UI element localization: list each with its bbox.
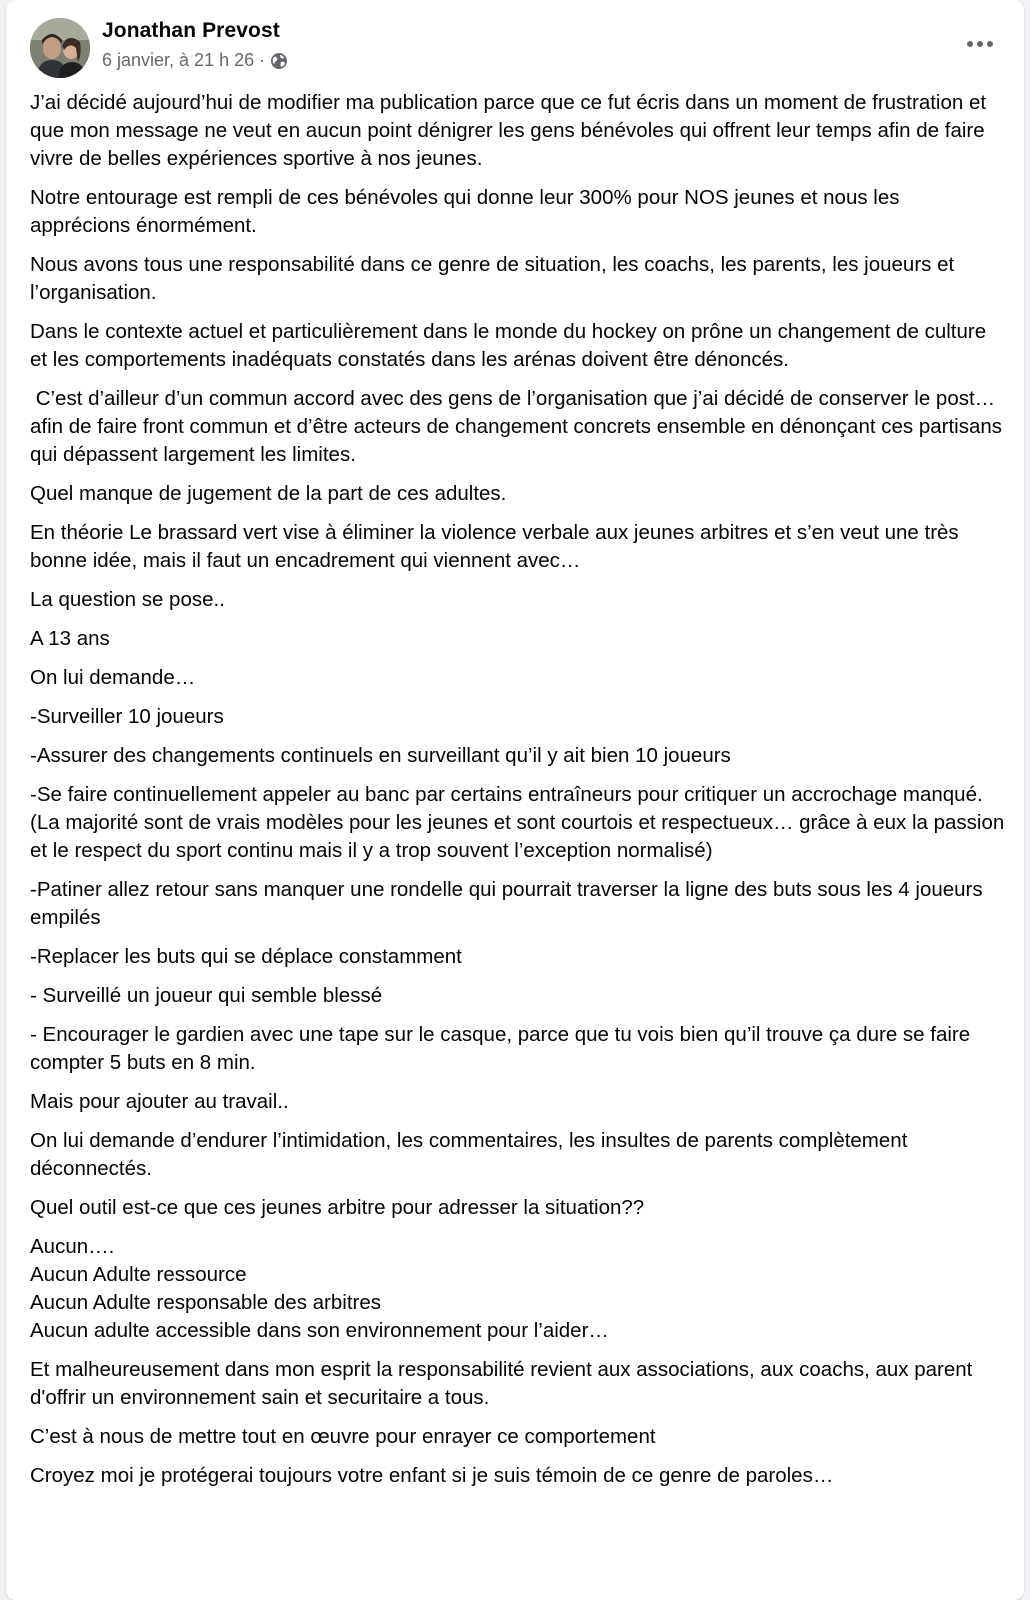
post-paragraph: En théorie Le brassard vert vise à éliminer la violence verbale aux jeunes arbitres et s’en veut une très bonne idée, mais il faut un encadrement qui viennent avec… [30, 521, 965, 572]
post-body [30, 89, 1010, 1501]
post-paragraph: La question se pose.. [30, 588, 225, 611]
post-paragraph: A 13 ans [30, 627, 110, 650]
meta-separator: · [259, 50, 266, 70]
post-paragraph: Notre entourage est rempli de ces bénévoles qui donne leur 300% pour NOS jeunes et nous les apprécions énormément. [30, 186, 906, 237]
more-options-icon[interactable] [960, 28, 1000, 60]
post-paragraph: Nous avons tous une responsabilité dans ce genre de situation, les coachs, les parents, les joueurs et l’organisation. [30, 253, 960, 304]
post-card [6, 0, 1024, 1600]
post-meta [102, 50, 288, 71]
post-paragraph: -Patiner allez retour sans manquer une rondelle qui pourrait traverser la ligne des buts sous les 4 joueurs empilés [30, 878, 989, 929]
post-paragraph: Quel outil est-ce que ces jeunes arbitre pour adresser la situation?? [30, 1196, 645, 1219]
globe-icon[interactable] [270, 52, 288, 70]
author-name[interactable]: Jonathan Prevost [102, 19, 280, 42]
post-paragraph: - Encourager le gardien avec une tape sur le casque, parce que tu vois bien qu’il trouve ça dure se faire compter 5 buts en 8 min. [30, 1023, 976, 1074]
post-paragraph: -Se faire continuellement appeler au banc par certains entraîneurs pour critiquer un accrochage manqué. (La majorité sont de vrais modèles pour les jeunes et sont courtois et respectueux… grâce à eux la passion et le respect du sport continu mais il y a trop souvent l’exception normalisé) [30, 783, 1010, 862]
avatar-photo [30, 18, 90, 78]
post-paragraph: C’est à nous de mettre tout en œuvre pour enrayer ce comportement [30, 1425, 656, 1448]
post-paragraph: -Replacer les buts qui se déplace constamment [30, 945, 462, 968]
post-paragraph: Aucun…. Aucun Adulte ressource Aucun Adulte responsable des arbitres Aucun adulte accessible dans son environnement pour l’aider… [30, 1235, 609, 1342]
post-timestamp[interactable]: 6 janvier, à 21 h 26 [102, 50, 255, 70]
post-paragraph: C’est d’ailleur d’un commun accord avec des gens de l’organisation que j’ai décidé de conserver le post…afin de faire front commun et d’être acteurs de changement concrets ensemble en dénonçant ces partisans qui dépassent largement les limites. [30, 387, 1008, 466]
post-paragraph: Dans le contexte actuel et particulièrement dans le monde du hockey on prône un changement de culture et les comportements inadéquats constatés dans les arénas doivent être dénoncés. [30, 320, 992, 371]
post-paragraph: Quel manque de jugement de la part de ces adultes. [30, 482, 507, 505]
avatar[interactable] [30, 18, 90, 78]
post-paragraph: Mais pour ajouter au travail.. [30, 1090, 289, 1113]
post-paragraph: Et malheureusement dans mon esprit la responsabilité revient aux associations, aux coachs, aux parent d'offrir un environnement sain et securitaire a tous. [30, 1358, 979, 1409]
post-paragraph: Croyez moi je protégerai toujours votre enfant si je suis témoin de ce genre de paroles… [30, 1464, 834, 1487]
post-paragraph: On lui demande… [30, 666, 196, 689]
post-paragraph: - Surveillé un joueur qui semble blessé [30, 984, 383, 1007]
post-paragraph: J’ai décidé aujourd’hui de modifier ma publication parce que ce fut écris dans un moment de frustration et que mon message ne veut en aucun point dénigrer les gens bénévoles qui offrent leur temps afin de faire vivre de belles expériences sportive à nos jeunes. [30, 91, 992, 170]
post-paragraph: On lui demande d’endurer l’intimidation, les commentaires, les insultes de parents complètement déconnectés. [30, 1129, 914, 1180]
post-paragraph: -Surveiller 10 joueurs [30, 705, 224, 728]
post-header [30, 16, 1000, 80]
post-paragraph: -Assurer des changements continuels en surveillant qu’il y ait bien 10 joueurs [30, 744, 731, 767]
